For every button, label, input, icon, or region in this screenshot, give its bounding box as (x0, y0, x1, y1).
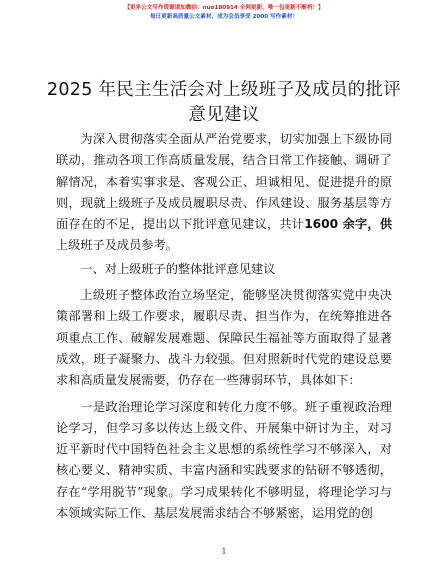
document-title: 2025 年民主生活会对上级班子及成员的批评意见建议 (46, 80, 402, 125)
banner-line-2: 每日更新高质量公文素材，成为会员享受 2000 写作素材！ (149, 14, 299, 20)
intro-text-2: 上级班子及成员参考。 (56, 238, 178, 253)
section-paragraph: 上级班子整体政治立场坚定，能够坚决贯彻落实党中央决策部署和上级工作要求，履职尽责、担当作为，在统筹推进各项重点工作、破解发展难题、保障民生福祉等方面取得了显著成效，班子凝聚力、战斗力较强。但对照新时代党的建设总要求和高质量发展需要，仍存在一些薄弱环节，具体如下： (56, 288, 392, 388)
intro-text-1: 为深入贯彻落实全面从严治党要求，切实加强上下级协同联动，推动各项工作高质量发展，结合日常工作接触、调研了解情况，本着实事求是、客观公正、坦诚相见、促进提升的原则，现就上级班子及成员履职尽责、作风建设、服务基层等方面存在的不足，提出以下批评意见建议，共计 (56, 132, 392, 232)
intro-paragraph (56, 129, 392, 257)
header-banner (0, 4, 448, 22)
point-paragraph: 一是政治理论学习深度和转化力度不够。班子重视政治理论学习，但学习多以传达上级文件、开展集中研讨为主，对习近平新时代中国特色社会主义思想的系统性学习不够深入，对核心要义、精神实质、丰富内涵和实践要求的钻研不够透彻，存在“学用脱节”现象。学习成果转化不够明显，将理论学习与本领域实际工作、基层发展需求结合不够紧密，运用党的创 (56, 399, 392, 521)
intro-bold-text: 1600 余字，供 (304, 217, 393, 232)
section-heading: 一、对上级班子的整体批评意见建议 (80, 261, 276, 276)
banner-line-1: 【更多公文写作资源请加微信：nuo180914 全网更新，唯一包更新不断档！】 (124, 5, 324, 11)
document-body (56, 129, 392, 524)
page-number: 1 (221, 547, 227, 556)
